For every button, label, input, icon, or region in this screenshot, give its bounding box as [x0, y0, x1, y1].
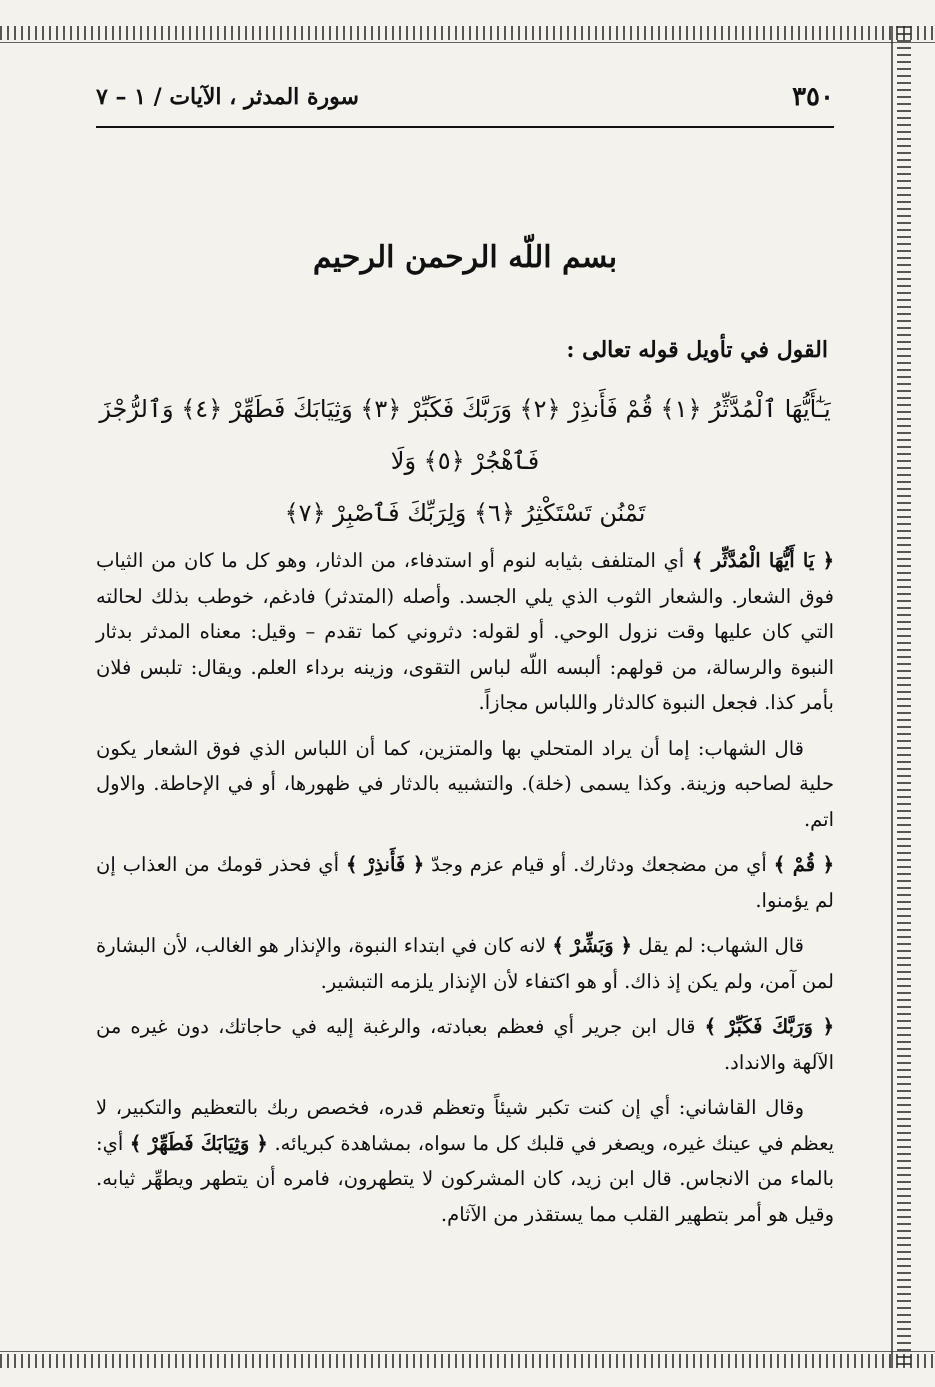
quote-bracket-close: ﴾	[129, 1131, 142, 1155]
commentary-paragraph-3	[96, 847, 834, 918]
quote-bracket-open: ﴿	[822, 853, 835, 876]
quote-bracket-close: ﴾	[345, 853, 358, 876]
paragraph-text: قال الشهاب: لم يقل	[631, 934, 804, 957]
basmala: بسم اللّه الرحمن الرحيم	[312, 240, 618, 275]
quoted-term: قُمْ	[785, 853, 823, 876]
ornamental-border-right	[897, 26, 911, 1368]
quote-bracket-open: ﴿	[412, 853, 425, 876]
paragraph-text: وقال القاشاني: أي إن كنت تكبر شيئاً وتعظم قدره، فخصص ربك بالتعظيم والتكبير، لا يعظم في عينك غيره، ويصغر في قلبك كل ما سواه، بمشاهدة كبريائه.	[96, 1096, 834, 1155]
paragraph-text: قال ابن جرير أي فعظم بعبادته، والرغبة إليه في حاجاتك، دون غيره من الآلهة والانداد.	[96, 1015, 834, 1074]
quoted-term: يَا أَيُّهَا الْمُدَّثِّر	[703, 549, 823, 572]
paragraph-text: أي المتلفف بثيابه لنوم أو استدفاء، من الدثار، وهو كل ما كان من الثياب فوق الشعار. والشعار الثوب الذي يلي الجسد. وأصله (المتدثر) فادغم، خوطب بذلك لحالته التي كان عليها وقت نزول الوحي. أو لقوله: دثروني كما تقدم – وقيل: معناه المدثر بدثار النبوة والرسالة، من قولهم: ألبسه اللّه لباس التقوى، وزينه برداء العلم. ويقال: تلبس فلان بأمر كذا. فجعل النبوة كالدثار واللباس مجازاً.	[96, 549, 834, 714]
paragraph-text: أي: بالماء من الانجاس. قال ابن زيد، كان المشركون لا يتطهرون، فامره أن يتطهر ويطهِّر ثيابه. وقيل هو أمر بتطهير القلب مما يستقذر من الآثام.	[96, 1131, 834, 1226]
quoted-term: وَبَشِّرْ	[563, 934, 621, 957]
quoted-term: وَثِيَابَكَ فَطَهِّرْ	[141, 1131, 257, 1155]
page-number: ٣٥٠	[792, 82, 834, 112]
quoted-term: فَأَنذِرْ	[357, 853, 413, 876]
verse-line-2: تَمْنُن تَسْتَكْثِرُ ﴿٦﴾ وَلِرَبِّكَ فَٱصْبِرْ ﴿٧﴾	[284, 499, 646, 527]
commentary-paragraph-6	[96, 1090, 834, 1232]
section-heading: القول في تأويل قوله تعالى :	[566, 337, 828, 363]
ornamental-border-bottom	[0, 1354, 935, 1368]
quote-bracket-close: ﴾	[704, 1015, 717, 1038]
paragraph-text: لانه كان في ابتداء النبوة، والإنذار هو الغالب، لأن البشارة لمن آمن، ولم يكن إذ ذاك. أو هو اكتفاء لأن الإنذار يلزمه التبشير.	[96, 934, 834, 993]
quote-bracket-close: ﴾	[552, 934, 564, 957]
quran-verses	[96, 383, 834, 539]
quote-bracket-open: ﴿	[822, 1015, 834, 1038]
ornamental-border-top	[0, 26, 935, 40]
commentary-paragraph-2	[96, 731, 834, 838]
running-title: سورة المدثر ، الآيات / ١ – ٧	[96, 84, 359, 110]
quote-bracket-open: ﴿	[620, 934, 632, 957]
quote-bracket-close: ﴾	[691, 549, 704, 572]
quote-bracket-open: ﴿	[256, 1131, 268, 1155]
commentary-paragraph-4	[96, 928, 834, 999]
paragraph-text: أي من مضجعك ودثارك. أو قيام عزم وجدّ	[424, 853, 774, 876]
paragraph-text: أي فحذر قومك من العذاب إن لم يؤمنوا.	[96, 853, 834, 912]
verse-line-1: يَـٰٓأَيُّهَا ٱلْمُدَّثِّرُ ﴿١﴾ قُمْ فَأَنذِرْ ﴿٢﴾ وَرَبَّكَ فَكَبِّرْ ﴿٣﴾ وَثِيَابَكَ فَطَهِّرْ ﴿٤﴾ وَٱلرُّجْزَ فَٱهْجُرْ ﴿٥﴾ وَلَا	[99, 395, 831, 475]
commentary-paragraph-5	[96, 1009, 834, 1080]
quote-bracket-close: ﴾	[773, 853, 786, 876]
page-header	[96, 82, 834, 128]
page-body	[96, 240, 834, 1242]
paragraph-text: قال الشهاب: إما أن يراد المتحلي بها والمتزين، كما أن اللباس الذي فوق الشعار يكون حلية لصاحبه وزينة. وكذا يسمى (خلة). والتشبيه بالدثار في ظهورها، أو في الإحاطة. والاول اتم.	[96, 736, 834, 831]
quoted-term: وَرَبَّكَ فَكَبِّرْ	[716, 1015, 823, 1038]
quote-bracket-open: ﴿	[822, 549, 834, 572]
commentary-paragraph-1	[96, 543, 834, 721]
